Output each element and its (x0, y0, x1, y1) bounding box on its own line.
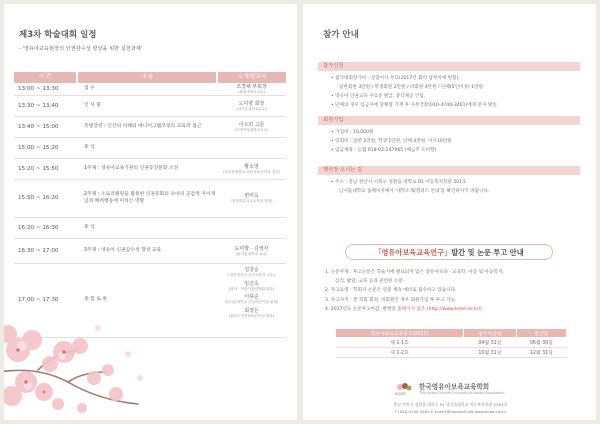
footer-contact: T (010-4740-3461 E kcee1@hanmail.net www.kcee.co.kr/ (394, 409, 507, 414)
registration-line: • 단체의 경우 입금자에 단체명 기재 후 사무국장(010-4740-3461)에게 문자 발송 (331, 103, 497, 108)
table-row (14, 180, 286, 218)
directions-line: 남서울대학교 홈페이지에서 '대학소개/캠퍼스 안내'를 확인하시기 바랍니다. (339, 189, 490, 194)
presenter-cell (217, 84, 286, 95)
presenter-affiliation: (충청대학교교수) (237, 89, 266, 94)
directions-line: • 주소 : 충남 천안시 서북구 성환읍 대학로 91 아동복지학관 501호 (331, 180, 467, 185)
table-row (14, 96, 286, 117)
schedule-title: 제3차 학술대회 일정 (19, 30, 97, 40)
content-cell: 휴 식 (84, 224, 95, 230)
deadline-cell: 10월 31일 (464, 348, 517, 358)
table-row (336, 348, 567, 358)
presenter-affiliation: (충남도청직장어린이집 원장) (228, 313, 275, 318)
presenter-affiliation: (남서울대학교 교수) (235, 251, 268, 256)
kcee-logo-icon (395, 382, 413, 396)
presenter-name: 조경채 부회장 (236, 83, 267, 90)
cfp-line: 3. 투고자격 : 본 학회 회원, 비회원인 경우 회원가입 후 투고 가능. (325, 297, 457, 303)
presenter-name: 김강순 (244, 267, 259, 273)
table-row (336, 338, 567, 348)
time-cell: 15:20 ~ 15:50 (18, 165, 59, 172)
presenter-name: 도미향 회장 (238, 100, 265, 107)
time-cell: 15:00 ~ 15:20 (18, 144, 59, 151)
info-title: 참가 안내 (323, 30, 359, 40)
presenter-name: 최정은 (244, 307, 259, 314)
contact-footer (323, 401, 578, 415)
membership-line: • 가입비 : 10,000원 (331, 130, 374, 135)
deadline-header: 접수마감일 (464, 329, 517, 338)
presenter-cell (217, 193, 286, 204)
table-row (14, 83, 286, 96)
presenter-affiliation: (남서울대학교 부설어린이집 원장) (224, 300, 279, 305)
cfp-line: 2. 투고요령 : 학회지 논문은 연중 계속 예비로 접수하고 있습니다. (325, 288, 457, 294)
presenter-name: 변미옥 (244, 193, 259, 200)
presenter-affiliation: (성결대유아교육학과 원장) (230, 199, 273, 204)
header-content: 내 용 (78, 72, 216, 83)
cfp-line: 1. 논문주제 : 투고논문은 학술지에 발표되지 않은 영유아보육 · 교육학, 아동 및 아동복지, (325, 270, 504, 275)
left-page (4, 4, 297, 420)
presenter-name: 이용순 (244, 294, 259, 301)
presenter-cell (217, 264, 286, 318)
publish-cell: 06월 30일 (516, 338, 566, 348)
deadline-cell: 04월 31일 (464, 338, 517, 348)
presenter-cell (217, 122, 286, 133)
schedule-subtitle: - '영유아교육현장의 인권감수성 향상을 위한 실천과제' (19, 46, 143, 52)
table-row (14, 117, 286, 138)
section-directions (318, 166, 580, 196)
membership-line: • 연회비 : 일반 2만원, 학생 1만원, 단체 4만원, 이사10만원 (331, 139, 452, 144)
content-cell: 2주제 : 소토리텔링을 활용한 인권동화의 유아의 공감적 자아개념과 배려행동에 미치는 영향 (84, 192, 216, 204)
presenter-name: 도미향 · 김영자 (234, 245, 269, 252)
time-cell: 15:50 ~ 16:20 (18, 195, 59, 201)
time-cell: 17:00 ~ 17:30 (18, 297, 59, 303)
footer-address: 충남 천안시 성환읍 대학로 91 남서울대학교 아동복지학관 C501호 (393, 402, 508, 407)
membership-line: • 입금계좌 : 농협 018-02-247965 (예금주 도미향) (331, 148, 437, 153)
presenter-affiliation: (영아 · 어린이집연합회 회장) (228, 286, 275, 291)
logo-abbr: KCEE (395, 391, 406, 396)
section-heading: 회원가입 (318, 116, 580, 125)
table-row (14, 159, 286, 180)
presenter-affiliation: (성균관대학교 아동청소년학과 강사) (222, 169, 281, 174)
homepage-link[interactable]: 홈페이지 참조 (http://www.kcee.co.kr/) (397, 306, 482, 312)
issue-cell: 제 1-2호 (336, 348, 464, 358)
issue-cell: 제 1-1호 (336, 338, 464, 348)
logo-text (419, 383, 504, 395)
presenter-name: 임진숙 (244, 280, 259, 287)
registration-line: 일반회원 3만원 / 학생회원 2만원 / 비회원 4만원 / 단체(5인이상) 1만원 (339, 85, 483, 90)
table-row (14, 138, 286, 159)
deadline-header: 영유아보육교육연구(2017) (336, 329, 464, 338)
cfp-line (325, 305, 580, 314)
time-cell: 16:20 ~ 16:30 (18, 224, 59, 231)
presenter-cell (217, 101, 286, 112)
cfp-title-rest: 발간 및 논문 투고 안내 (451, 247, 524, 257)
registration-line: • 참가대회장가비 : 상점이사 무료(2017년 회비 납부자에 한함), (331, 76, 460, 81)
org-english-name: The Korea Children Educare Education Association (419, 390, 505, 395)
content-cell: 접 수 (84, 85, 95, 91)
right-page (303, 4, 596, 420)
presenter-affiliation: (남서울대학교교수) (236, 106, 267, 111)
section-membership (318, 116, 580, 155)
section-heading: 행사장 오시는 길 (318, 166, 580, 175)
content-cell: 1주제 : 영유아교육기관의 인권증진문화 조성 (84, 165, 179, 171)
content-cell: 휴 식 (84, 144, 95, 150)
publish-cell: 12월 31일 (516, 348, 566, 358)
deadline-table (335, 328, 567, 358)
content-cell: 인 사 말 (84, 102, 101, 108)
content-cell: 3주제 : 영유아 인권감수성 향상 교육 (84, 247, 162, 253)
cherry-blossom-illustration (4, 254, 158, 420)
call-for-papers-title (345, 244, 553, 260)
presenter-affiliation: (경북대학교 유아교육과 교수) (228, 273, 275, 278)
section-body (318, 175, 580, 196)
journal-name: 「영유아보육교육연구」 (374, 247, 452, 257)
time-cell: 16:30 ~ 17:00 (18, 247, 59, 254)
presenter-affiliation: (숙명여자대학교교수) (234, 127, 269, 132)
cfp-line-prefix: 4. 2017년도 논문투고마감, 발행일 (325, 306, 396, 312)
header-presenter: 소개/발표자 (218, 72, 286, 83)
header-time: 시 간 (14, 72, 76, 83)
org-logo (395, 382, 504, 396)
cfp-line: 심리, 발달, 교육 등과 관련된 논문. (335, 279, 405, 285)
registration-line: • 영유아 인권교육 수료증 발급, 중식제공 안됨. (331, 94, 426, 99)
content-cell: 특별강연 : 인간의 이해와 애니어그램코칭의 교육적 접근 (84, 123, 202, 129)
presenter-cell (217, 246, 286, 257)
time-cell: 13:00 ~ 13:30 (18, 85, 59, 92)
deadline-header: 발간일 (516, 329, 566, 338)
content-cell: 종 합 토 론 (84, 297, 108, 303)
call-for-papers-body (325, 268, 580, 314)
section-heading: 참가신청 (318, 62, 580, 71)
section-registration (318, 62, 580, 110)
schedule-header (14, 72, 286, 83)
org-name: 한국영유아보육교육학회 (419, 382, 490, 391)
presenter-name: 황소영 (244, 163, 259, 170)
table-row (14, 218, 286, 239)
time-cell: 13:40 ~ 15:00 (18, 123, 59, 130)
deadline-header-row (336, 329, 567, 338)
section-body (318, 125, 580, 155)
time-cell: 13:30 ~ 13:40 (18, 102, 59, 109)
presenter-cell (217, 164, 286, 175)
section-body (318, 71, 580, 110)
presenter-name: 이소희 고문 (238, 121, 265, 128)
